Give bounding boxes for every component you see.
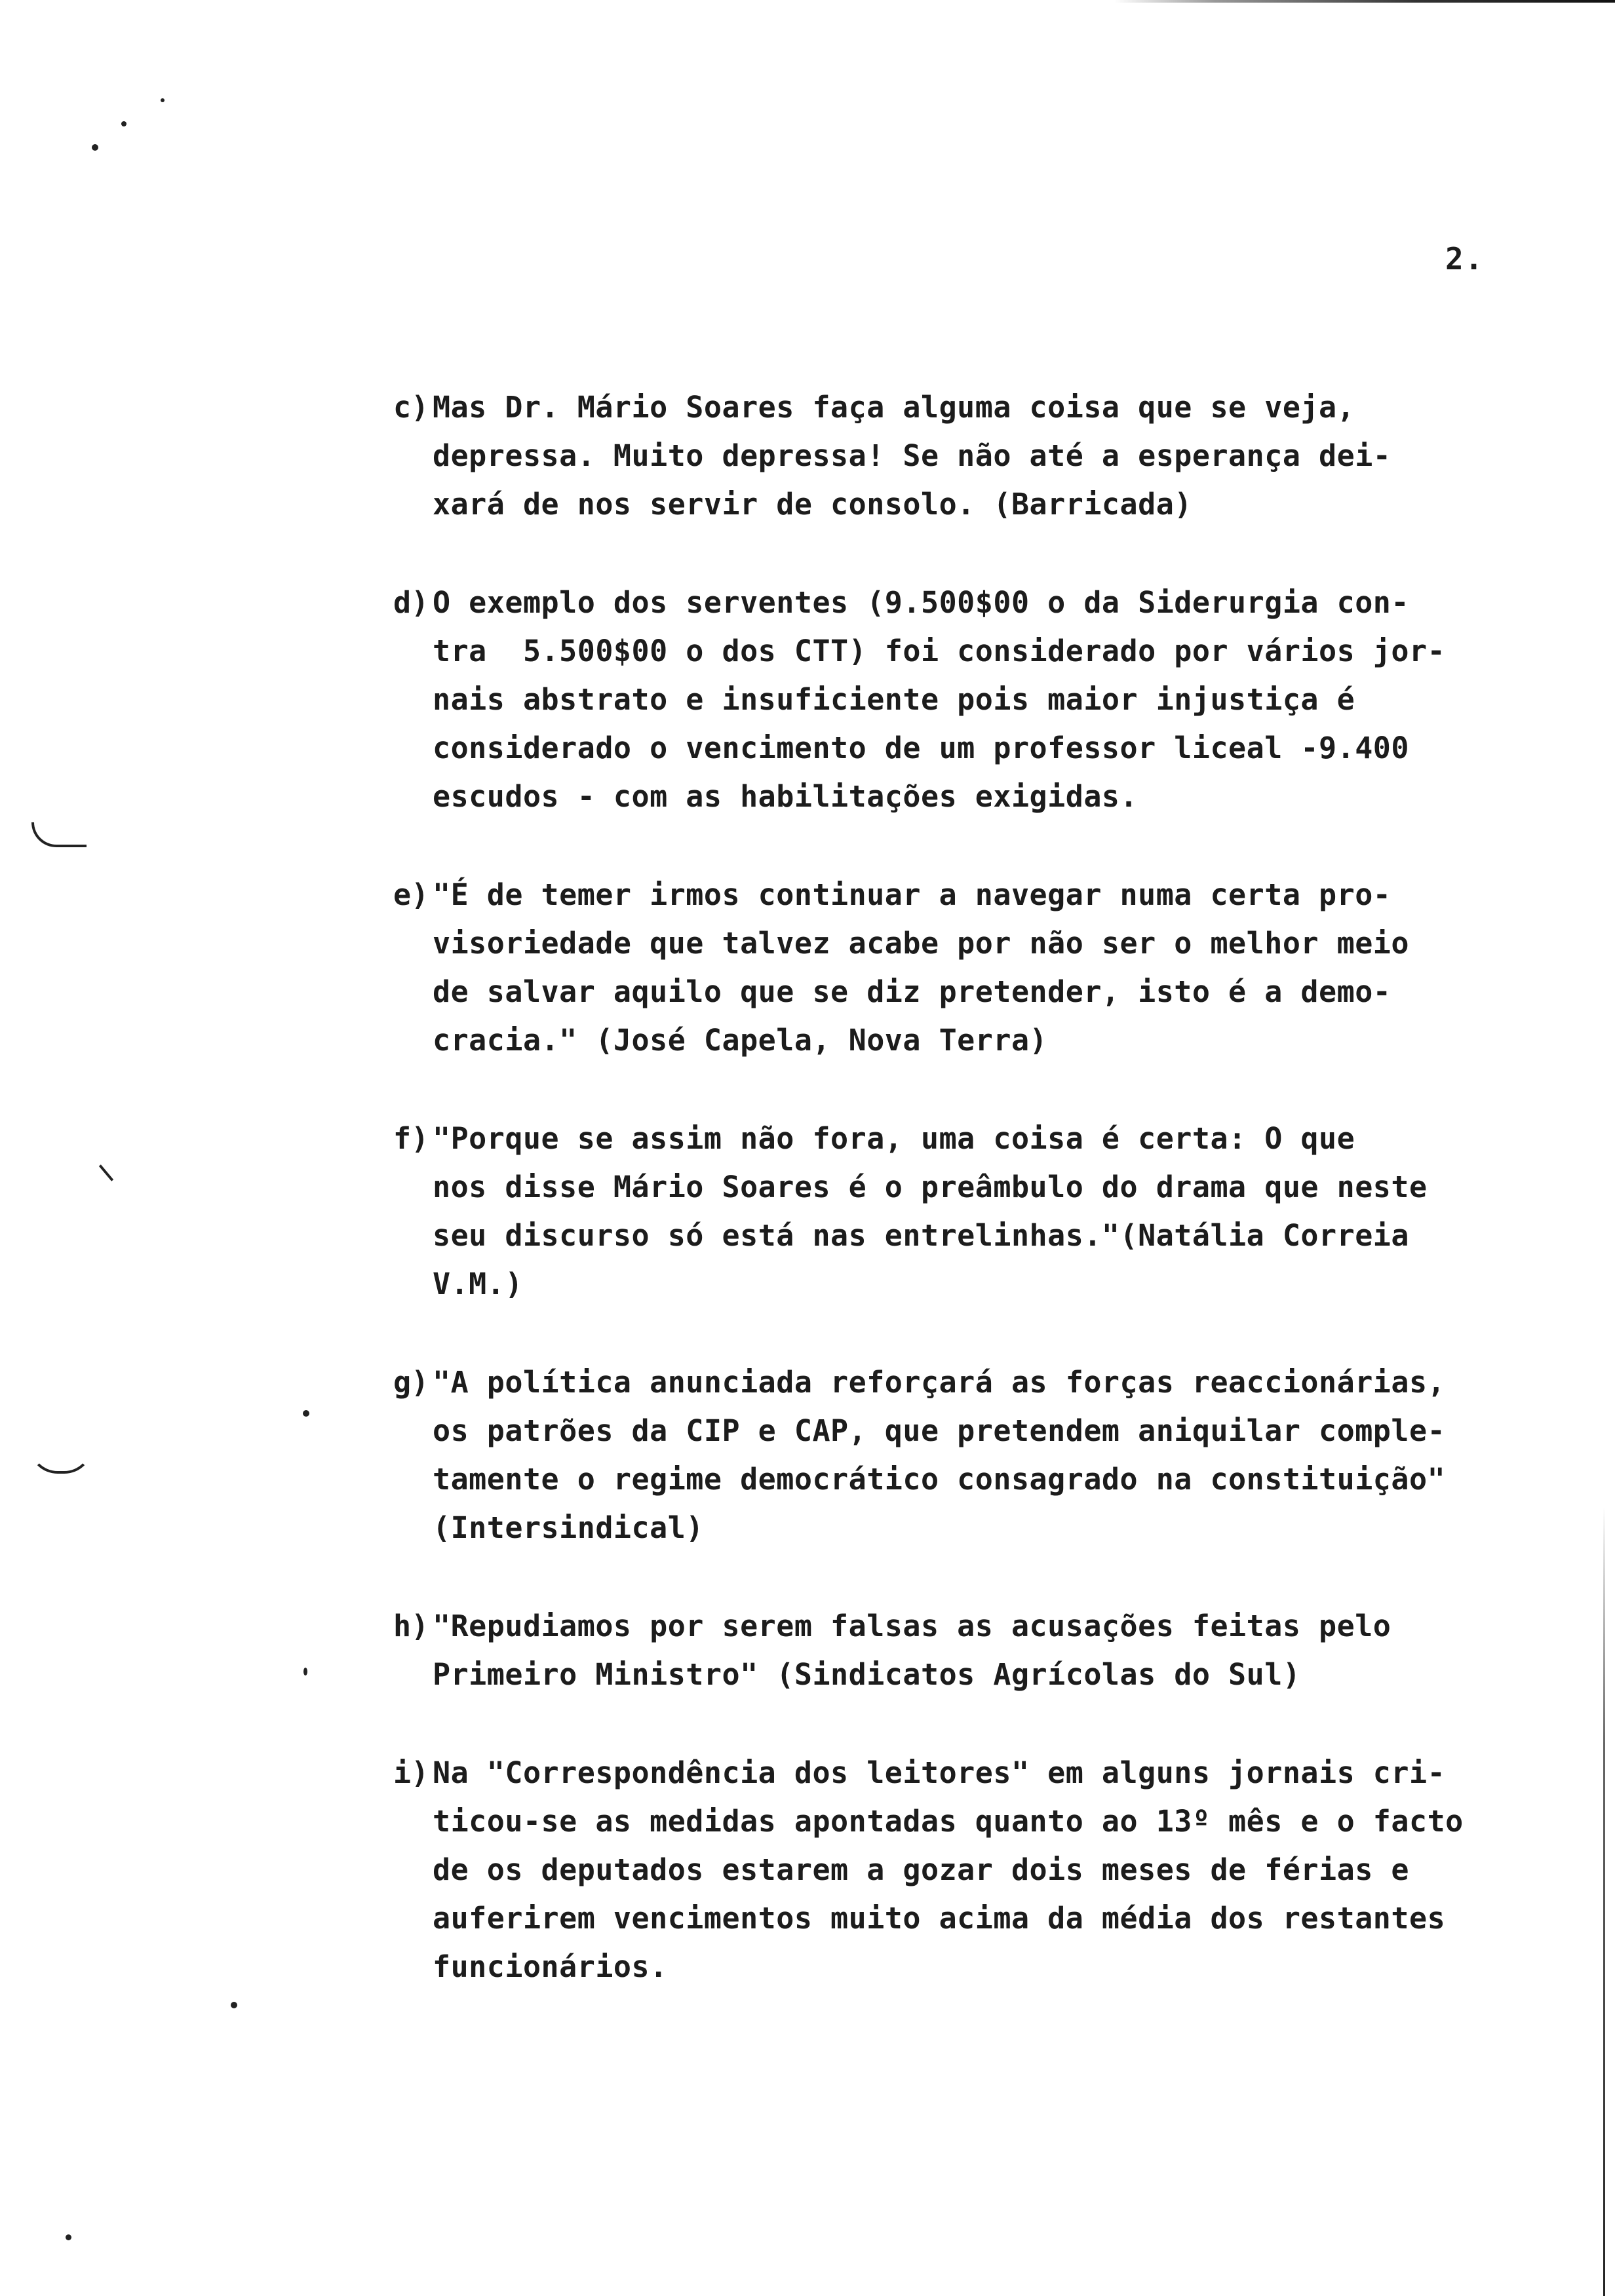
scan-speck	[303, 1668, 307, 1675]
punch-hole-mark	[31, 822, 87, 847]
item-text	[433, 1602, 1560, 1699]
text-line: xará de nos servir de consolo. (Barricada)	[433, 487, 1192, 522]
scan-edge-top	[1114, 0, 1615, 3]
list-item	[393, 383, 1560, 529]
text-line: ticou-se as medidas apontadas quanto ao 13º mês e o facto	[433, 1804, 1464, 1839]
scan-edge-right	[1603, 1507, 1605, 2296]
text-line: cracia." (José Capela, Nova Terra)	[433, 1023, 1048, 1058]
item-text	[433, 579, 1560, 821]
item-text	[433, 1358, 1560, 1552]
list-item	[393, 1602, 1560, 1699]
item-text	[433, 383, 1560, 529]
text-line: visoriedade que talvez acabe por não ser o melhor meio	[433, 926, 1409, 961]
list-item	[393, 1358, 1560, 1552]
text-line: de salvar aquilo que se diz pretender, isto é a demo-	[433, 974, 1391, 1009]
list-item	[393, 1115, 1560, 1309]
text-line: funcionários.	[433, 1949, 668, 1984]
item-marker: e)	[393, 877, 429, 912]
list-item	[393, 871, 1560, 1065]
text-line: auferirem vencimentos muito acima da média dos restantes	[433, 1901, 1446, 1936]
text-line: "A política anunciada reforçará as forças reaccionárias,	[433, 1365, 1446, 1400]
text-line: depressa. Muito depressa! Se não até a esperança dei-	[433, 438, 1391, 473]
item-marker: i)	[393, 1755, 429, 1790]
text-line: seu discurso só está nas entrelinhas."(Natália Correia	[433, 1218, 1409, 1253]
text-line: tra 5.500$00 o dos CTT) foi considerado por vários jor-	[433, 634, 1446, 668]
text-line: O exemplo dos serventes (9.500$00 o da Siderurgia con-	[433, 585, 1409, 620]
item-text	[433, 1115, 1560, 1309]
text-line: "É de temer irmos continuar a navegar numa certa pro-	[433, 877, 1391, 912]
item-marker: c)	[393, 390, 429, 425]
text-line: de os deputados estarem a gozar dois meses de férias e	[433, 1852, 1409, 1887]
text-line: V.M.)	[433, 1267, 523, 1301]
text-line: "Repudiamos por serem falsas as acusações feitas pelo	[433, 1609, 1391, 1643]
list-item	[393, 579, 1560, 821]
scan-speck	[92, 144, 98, 151]
text-line: "Porque se assim não fora, uma coisa é certa: O que	[433, 1121, 1355, 1156]
text-line: nais abstrato e insuficiente pois maior injustiça é	[433, 682, 1355, 717]
item-list	[393, 383, 1560, 2041]
text-line: tamente o regime democrático consagrado na constituição"	[433, 1462, 1446, 1497]
page-number: 2.	[1445, 241, 1485, 277]
text-line: escudos - com as habilitações exigidas.	[433, 779, 1138, 814]
scan-speck	[161, 98, 165, 102]
list-item	[393, 1749, 1560, 1991]
item-marker: f)	[393, 1121, 429, 1156]
item-marker: g)	[393, 1365, 429, 1400]
text-line: Na "Correspondência dos leitores" em alguns jornais cri-	[433, 1755, 1446, 1790]
scan-tick	[99, 1164, 113, 1181]
scan-speck	[121, 121, 126, 126]
item-marker: h)	[393, 1609, 429, 1643]
text-line: considerado o vencimento de um professor liceal -9.400	[433, 731, 1409, 765]
text-line: (Intersindical)	[433, 1510, 704, 1545]
text-line: os patrões da CIP e CAP, que pretendem aniquilar comple-	[433, 1413, 1446, 1448]
text-line: nos disse Mário Soares é o preâmbulo do drama que neste	[433, 1170, 1428, 1204]
scan-speck	[66, 2234, 71, 2240]
text-line: Primeiro Ministro" (Sindicatos Agrícolas do Sul)	[433, 1657, 1301, 1692]
item-text	[433, 871, 1560, 1065]
item-marker: d)	[393, 585, 429, 620]
scan-speck	[231, 2002, 237, 2008]
punch-hole-mark	[29, 1445, 93, 1474]
text-line: Mas Dr. Mário Soares faça alguma coisa que se veja,	[433, 390, 1355, 425]
item-text	[433, 1749, 1560, 1991]
scan-speck	[303, 1410, 309, 1417]
